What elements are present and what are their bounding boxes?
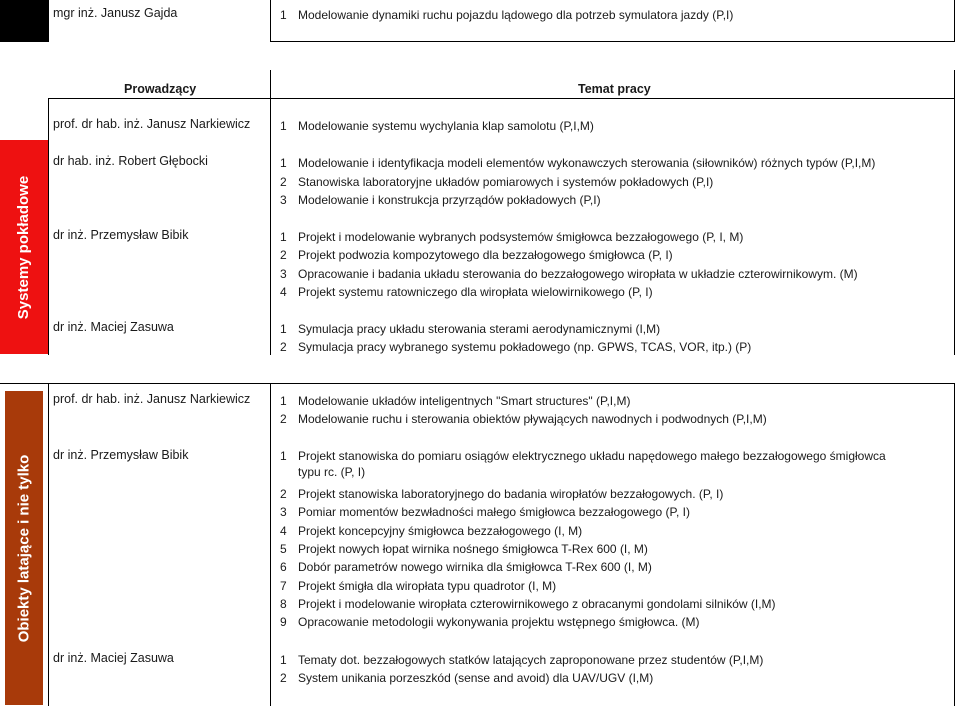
topic-item: 7 Projekt śmigła dla wiropłata typu quadrotor (I, M)	[280, 579, 557, 593]
topic-item: 8 Projekt i modelowanie wiropłata czterowirnikowego z obracanymi gondolami silników (I,M)	[280, 597, 776, 611]
topic-item: 3 Opracowanie i badania układu sterowania do bezzałogowego wiropłata w układzie czterowirnikowym. (M)	[280, 267, 858, 281]
topic-item: 2 Stanowiska laboratoryjne układów pomiarowych i systemów pokładowych (P,I)	[280, 175, 714, 189]
topic-item: 3 Modelowanie i konstrukcja przyrządów pokładowych (P,I)	[280, 193, 601, 207]
supervisor-name: mgr inż. Janusz Gajda	[53, 6, 178, 20]
top-black-bar	[0, 0, 48, 42]
divider	[270, 0, 271, 42]
divider	[270, 383, 271, 706]
topic-item: 1 Modelowanie systemu wychylania klap samolotu (P,I,M)	[280, 119, 594, 133]
supervisor-name: dr inż. Przemysław Bibik	[53, 448, 189, 462]
supervisor-name: dr hab. inż. Robert Głębocki	[53, 154, 208, 168]
topic-item: 9 Opracowanie metodologii wykonywania projektu wstępnego śmigłowca. (M)	[280, 615, 700, 629]
topic-item: 1 Modelowanie układów inteligentnych "Smart structures" (P,I,M)	[280, 394, 631, 408]
topic-item: 2 Projekt podwozia kompozytowego dla bezzałogowego śmigłowca (P, I)	[280, 248, 673, 262]
topic-item: 2 Symulacja pracy wybranego systemu pokładowego (np. GPWS, TCAS, VOR, itp.) (P)	[280, 340, 752, 354]
supervisor-name: dr inż. Przemysław Bibik	[53, 228, 189, 242]
topic-item: 4 Projekt systemu ratowniczego dla wiropłata wielowirnikowego (P, I)	[280, 285, 653, 299]
section-label-systemy: Systemy pokładowe	[0, 140, 48, 354]
topic-item: 1 Projekt stanowiska do pomiaru osiągów elektrycznego układu napędowego małego bezzałogowego śmigłowca typu rc. (P, I)	[280, 449, 886, 479]
column-header-supervisor: Prowadzący	[124, 82, 197, 96]
section-label-obiekty: Obiekty latające i nie tylko	[5, 391, 43, 705]
topic-item: 1 Symulacja pracy układu sterowania sterami aerodynamicznymi (I,M)	[280, 322, 661, 336]
topic-item: 2 System unikania porzeszkód (sense and avoid) dla UAV/UGV (I,M)	[280, 671, 654, 685]
column-header-topic: Temat pracy	[578, 82, 651, 96]
topic-item: 5 Projekt nowych łopat wirnika nośnego śmigłowca T-Rex 600 (I, M)	[280, 542, 648, 556]
topic-item: 3 Pomiar momentów bezwładności małego śmigłowca bezzałogowego (P, I)	[280, 505, 690, 519]
divider	[270, 41, 955, 42]
topic-item: 1 Modelowanie i identyfikacja modeli elementów wykonawczych sterowania (siłowników) różnych typów (P,I,M)	[280, 156, 876, 170]
topic-item: 2 Projekt stanowiska laboratoryjnego do badania wiropłatów bezzałogowych. (P, I)	[280, 487, 724, 501]
divider	[954, 383, 955, 706]
supervisor-name: dr inż. Maciej Zasuwa	[53, 320, 174, 334]
divider	[270, 70, 271, 99]
divider	[954, 99, 955, 355]
divider	[954, 70, 955, 99]
divider	[48, 99, 49, 355]
topic-item: 1 Projekt i modelowanie wybranych podsystemów śmigłowca bezzałogowego (P, I, M)	[280, 230, 744, 244]
divider	[48, 0, 49, 42]
divider	[954, 0, 955, 42]
divider	[48, 383, 49, 706]
supervisor-name: prof. dr hab. inż. Janusz Narkiewicz	[53, 392, 251, 406]
divider	[270, 99, 271, 355]
supervisor-name: prof. dr hab. inż. Janusz Narkiewicz	[53, 117, 251, 131]
topic-item: 2 Modelowanie ruchu i sterowania obiektów pływających nawodnych i podwodnych (P,I,M)	[280, 412, 767, 426]
topic-item: 1 Modelowanie dynamiki ruchu pojazdu lądowego dla potrzeb symulatora jazdy (P,I)	[280, 8, 734, 22]
topic-item: 1 Tematy dot. bezzałogowych statków latających zaproponowane przez studentów (P,I,M)	[280, 653, 764, 667]
supervisor-name: dr inż. Maciej Zasuwa	[53, 651, 174, 665]
divider	[48, 98, 955, 99]
topic-item: 6 Dobór parametrów nowego wirnika dla śmigłowca T-Rex 600 (I, M)	[280, 560, 652, 574]
divider	[0, 383, 955, 384]
topic-item: 4 Projekt koncepcyjny śmigłowca bezzałogowego (I, M)	[280, 524, 583, 538]
